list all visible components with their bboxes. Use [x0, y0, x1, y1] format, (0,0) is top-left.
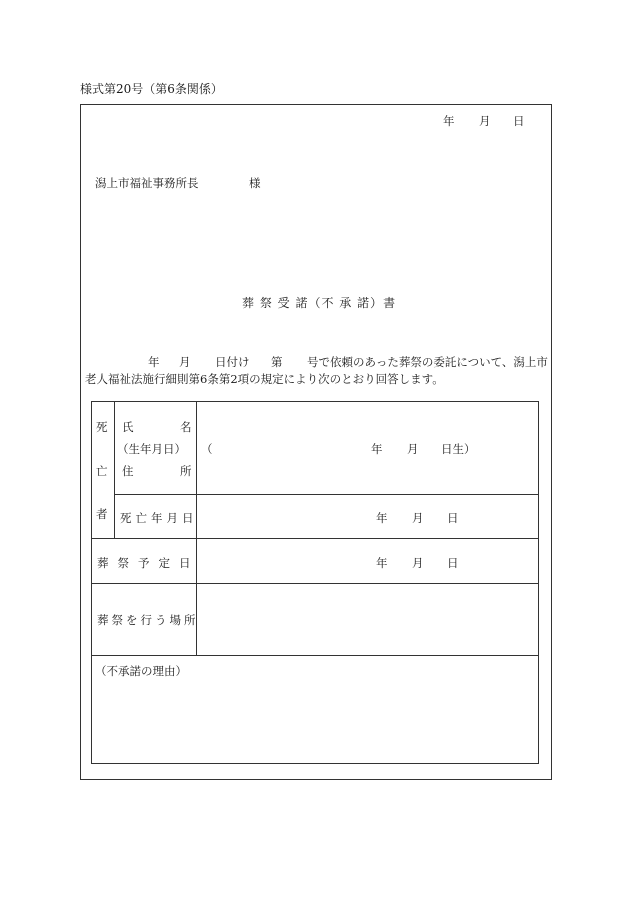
- death-date-month: 月: [412, 511, 424, 525]
- birthdate-open-paren: （: [201, 442, 213, 456]
- funeral-place-label: 葬祭を行う場所: [97, 613, 199, 627]
- table-right-border: [538, 401, 539, 764]
- address-label-right: 所: [180, 464, 192, 478]
- birthdate-month: 月: [407, 442, 419, 456]
- addressee-name: 潟上市福祉事務所長: [95, 176, 199, 190]
- death-date-day: 日: [447, 511, 459, 525]
- birthdate-year: 年: [371, 442, 383, 456]
- name-label-left: 氏: [122, 420, 134, 434]
- death-date-label: 死亡年月日: [120, 511, 198, 525]
- addressee-honorific: 様: [249, 176, 261, 190]
- row-divider-death-date: [114, 494, 538, 495]
- body-year: 年: [148, 355, 160, 369]
- funeral-date-day: 日: [447, 556, 459, 570]
- deceased-label-char3: 者: [96, 507, 108, 521]
- name-label-right: 名: [180, 420, 192, 434]
- document-title: 葬 祭 受 諾（不 承 諾）書: [242, 296, 397, 310]
- funeral-date-year: 年: [376, 556, 388, 570]
- body-month: 月: [179, 355, 191, 369]
- table-bottom-border: [91, 763, 538, 764]
- address-label-left: 住: [122, 464, 134, 478]
- funeral-date-month: 月: [412, 556, 424, 570]
- body-dai: 第: [271, 355, 283, 369]
- refusal-reason-label: （不承諾の理由）: [95, 664, 187, 678]
- birthdate-day: 日生）: [441, 442, 476, 456]
- body-line2: 老人福祉法施行細則第6条第2項の規定により次のとおり回答します。: [85, 372, 444, 386]
- date-day: 日: [513, 114, 525, 128]
- date-year: 年: [443, 114, 455, 128]
- date-month: 月: [479, 114, 491, 128]
- row-divider-funeral-place: [91, 583, 538, 584]
- body-line1-rest: 号で依頼のあった葬祭の委託について、潟上市: [307, 355, 548, 369]
- form-number: 様式第20号（第6条関係）: [80, 82, 223, 96]
- deceased-label-char2: 亡: [96, 464, 108, 478]
- deceased-column-divider: [114, 401, 115, 538]
- deceased-label-char1: 死: [96, 420, 108, 434]
- row-divider-funeral-date: [91, 538, 538, 539]
- row-divider-refusal-reason: [91, 655, 538, 656]
- death-date-year: 年: [376, 511, 388, 525]
- funeral-date-label: 葬祭予定日: [97, 556, 200, 570]
- table-top-border: [91, 401, 538, 402]
- birthdate-label: （生年月日）: [117, 442, 186, 456]
- body-day: 日付け: [215, 355, 250, 369]
